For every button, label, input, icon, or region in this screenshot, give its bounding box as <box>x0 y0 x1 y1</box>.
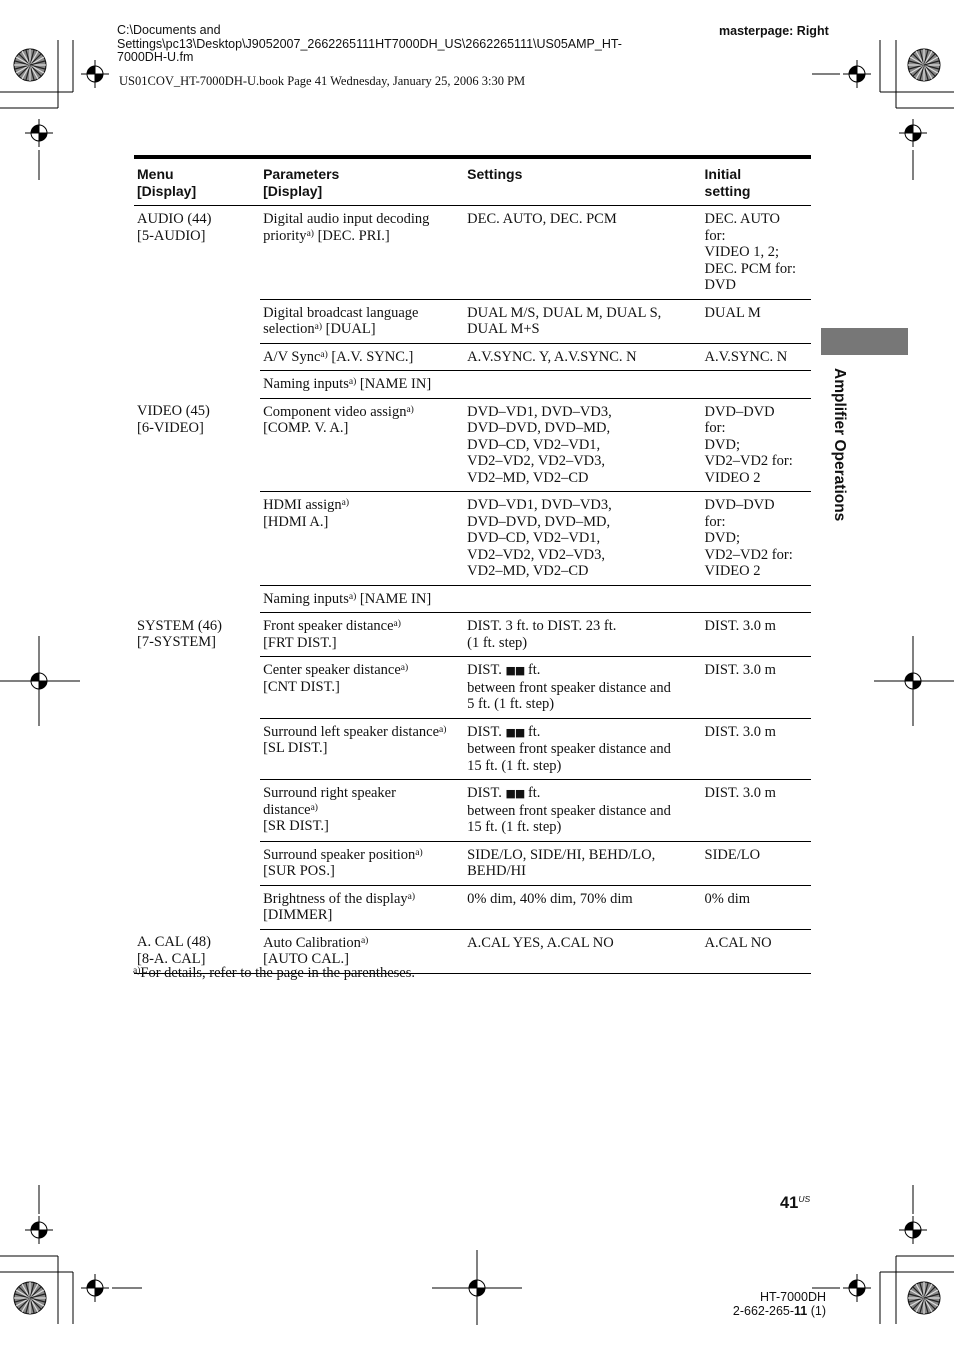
settings-cell: DUAL M/S, DUAL M, DUAL S, DUAL M+S <box>464 299 701 343</box>
menu-cell: SYSTEM (46) [7-SYSTEM] <box>137 617 222 650</box>
column-header-menu: Menu [Display] <box>134 157 260 206</box>
footnote-ref: a) <box>341 498 349 508</box>
book-info: US01COV_HT-7000DH-U.book Page 41 Wednesday, January 25, 2006 3:30 PM <box>119 74 526 88</box>
footnote-ref: a) <box>439 724 447 735</box>
footnote-ref: a) <box>360 935 369 946</box>
initial-setting-cell: A.V.SYNC. N <box>702 343 811 371</box>
menu-cell: A. CAL (48) [8-A. CAL] <box>134 929 260 973</box>
initial-setting-cell: DIST. 3.0 m <box>702 718 811 780</box>
settings-cell: SIDE/LO, SIDE/HI, BEHD/LO, BEHD/HI <box>464 841 701 885</box>
settings-cell: DVD–VD1, DVD–VD3, DVD–DVD, DVD–MD, DVD–CD, VD2–VD1, VD2–VD2, VD2–VD3, VD2–MD, VD2–CD <box>464 492 701 586</box>
initial-setting-cell: A.CAL NO <box>702 929 811 973</box>
settings-cell: A.CAL YES, A.CAL NO <box>464 929 701 973</box>
column-header-initial-setting: Initial setting <box>702 157 811 206</box>
footnote-ref: a) <box>314 322 322 332</box>
parameter-cell: Center speaker distance$^{a)}$ [CNT DIST.] <box>260 657 464 719</box>
section-tab-label: Amplifier Operations <box>831 368 848 522</box>
parameter-cell: Component video assign$^{a)}$ [COMP. V. A.] <box>260 398 464 492</box>
initial-setting-cell: DVD–DVD for: DVD; VD2–VD2 for: VIDEO 2 <box>702 398 811 492</box>
model-name: HT-7000DH <box>760 1290 826 1304</box>
placeholder-squares-icon: ■■ <box>505 787 525 800</box>
parameter-cell: Surround right speaker distance$^{a)}$ [SR DIST.] <box>260 780 464 842</box>
initial-setting-cell: DVD–DVD for: DVD; VD2–VD2 for: VIDEO 2 <box>702 492 811 586</box>
parameter-cell: A/V Sync$^{a)}$ [A.V. SYNC.] <box>260 343 464 371</box>
initial-setting-cell: DEC. AUTO for: VIDEO 1, 2; DEC. PCM for: DVD <box>702 206 811 300</box>
settings-cell: DIST. ■■ ft. between front speaker distance and 15 ft. (1 ft. step) <box>464 718 701 780</box>
parameter-cell: Naming inputs$^{a)}$ [NAME IN] <box>260 371 464 399</box>
footnote: $^{a)}$For details, refer to the page in the parentheses. <box>133 965 415 981</box>
parameter-cell: Front speaker distance$^{a)}$ [FRT DIST.] <box>260 613 464 657</box>
placeholder-squares-icon: ■■ <box>505 725 525 739</box>
footnote-ref: a) <box>320 349 328 360</box>
column-header-parameters: Parameters [Display] <box>260 157 464 206</box>
footnote-ref: a) <box>400 663 409 673</box>
file-path-line: 7000DH-U.fm <box>117 50 194 64</box>
footnote-ref: a) <box>407 891 416 902</box>
masterpage-label: masterpage: Right <box>719 24 829 38</box>
settings-cell: DIST. ■■ ft. between front speaker distance and 15 ft. (1 ft. step) <box>464 780 701 842</box>
footnote-ref: a) <box>393 619 401 629</box>
settings-cell: 0% dim, 40% dim, 70% dim <box>464 885 701 929</box>
column-header-settings: Settings <box>464 157 701 206</box>
parameter-cell: Digital audio input decoding priority$^{a)}$ [DEC. PRI.] <box>260 206 464 300</box>
color-bar-star-icon <box>14 49 46 81</box>
color-bar-star-icon <box>908 49 940 81</box>
parameter-cell: Brightness of the display$^{a)}$ [DIMMER] <box>260 885 464 929</box>
parameter-cell: Naming inputs$^{a)}$ [NAME IN] <box>260 585 464 613</box>
menu-cell: AUDIO (44) [5-AUDIO] <box>137 211 212 244</box>
initial-setting-cell: DIST. 3.0 m <box>702 613 811 657</box>
initial-setting-cell: DIST. 3.0 m <box>702 780 811 842</box>
placeholder-squares-icon: ■■ <box>505 664 525 677</box>
parameter-cell: HDMI assign$^{a)}$ [HDMI A.] <box>260 492 464 586</box>
file-path-line: C:\Documents and <box>117 23 221 37</box>
initial-setting-cell: DIST. 3.0 m <box>702 657 811 719</box>
settings-cell: DVD–VD1, DVD–VD3, DVD–DVD, DVD–MD, DVD–CD, VD2–VD1, VD2–VD2, VD2–VD3, VD2–MD, VD2–CD <box>464 398 701 492</box>
parameter-cell: Surround speaker position$^{a)}$ [SUR POS.] <box>260 841 464 885</box>
footnote-ref: a) <box>406 404 414 415</box>
settings-cell: A.V.SYNC. Y, A.V.SYNC. N <box>464 343 701 371</box>
initial-setting-cell: 0% dim <box>702 885 811 929</box>
footnote-ref: a) <box>415 847 423 858</box>
footnote-ref: a) <box>348 377 357 387</box>
settings-cell: DIST. 3 ft. to DIST. 23 ft. (1 ft. step) <box>464 613 701 657</box>
initial-setting-cell: DUAL M <box>702 299 811 343</box>
parameter-cell: Digital broadcast language selection$^{a)}$ [DUAL] <box>260 299 464 343</box>
parameter-cell: Auto Calibration$^{a)}$ [AUTO CAL.] <box>260 929 464 973</box>
footnote-ref: a) <box>306 228 314 239</box>
initial-setting-cell: SIDE/LO <box>702 841 811 885</box>
footnote-ref: a) <box>310 802 318 813</box>
part-number: 2-662-265-11 (1) <box>732 1304 826 1318</box>
parameter-cell: Surround left speaker distance$^{a)}$ [SL DIST.] <box>260 718 464 780</box>
color-bar-star-icon <box>908 1282 940 1314</box>
settings-cell: DIST. ■■ ft. between front speaker distance and 5 ft. (1 ft. step) <box>464 657 701 719</box>
menu-cell: VIDEO (45) [6-VIDEO] <box>137 403 210 436</box>
page-number: $41^{US}$ <box>780 1194 811 1212</box>
settings-cell: DEC. AUTO, DEC. PCM <box>464 206 701 300</box>
file-path-line: Settings\pc13\Desktop\J9052007_2662265111HT7000DH_US\2662265111\US05AMP_HT- <box>117 36 622 51</box>
color-bar-star-icon <box>14 1282 46 1314</box>
footnote-ref: a) <box>348 591 357 602</box>
